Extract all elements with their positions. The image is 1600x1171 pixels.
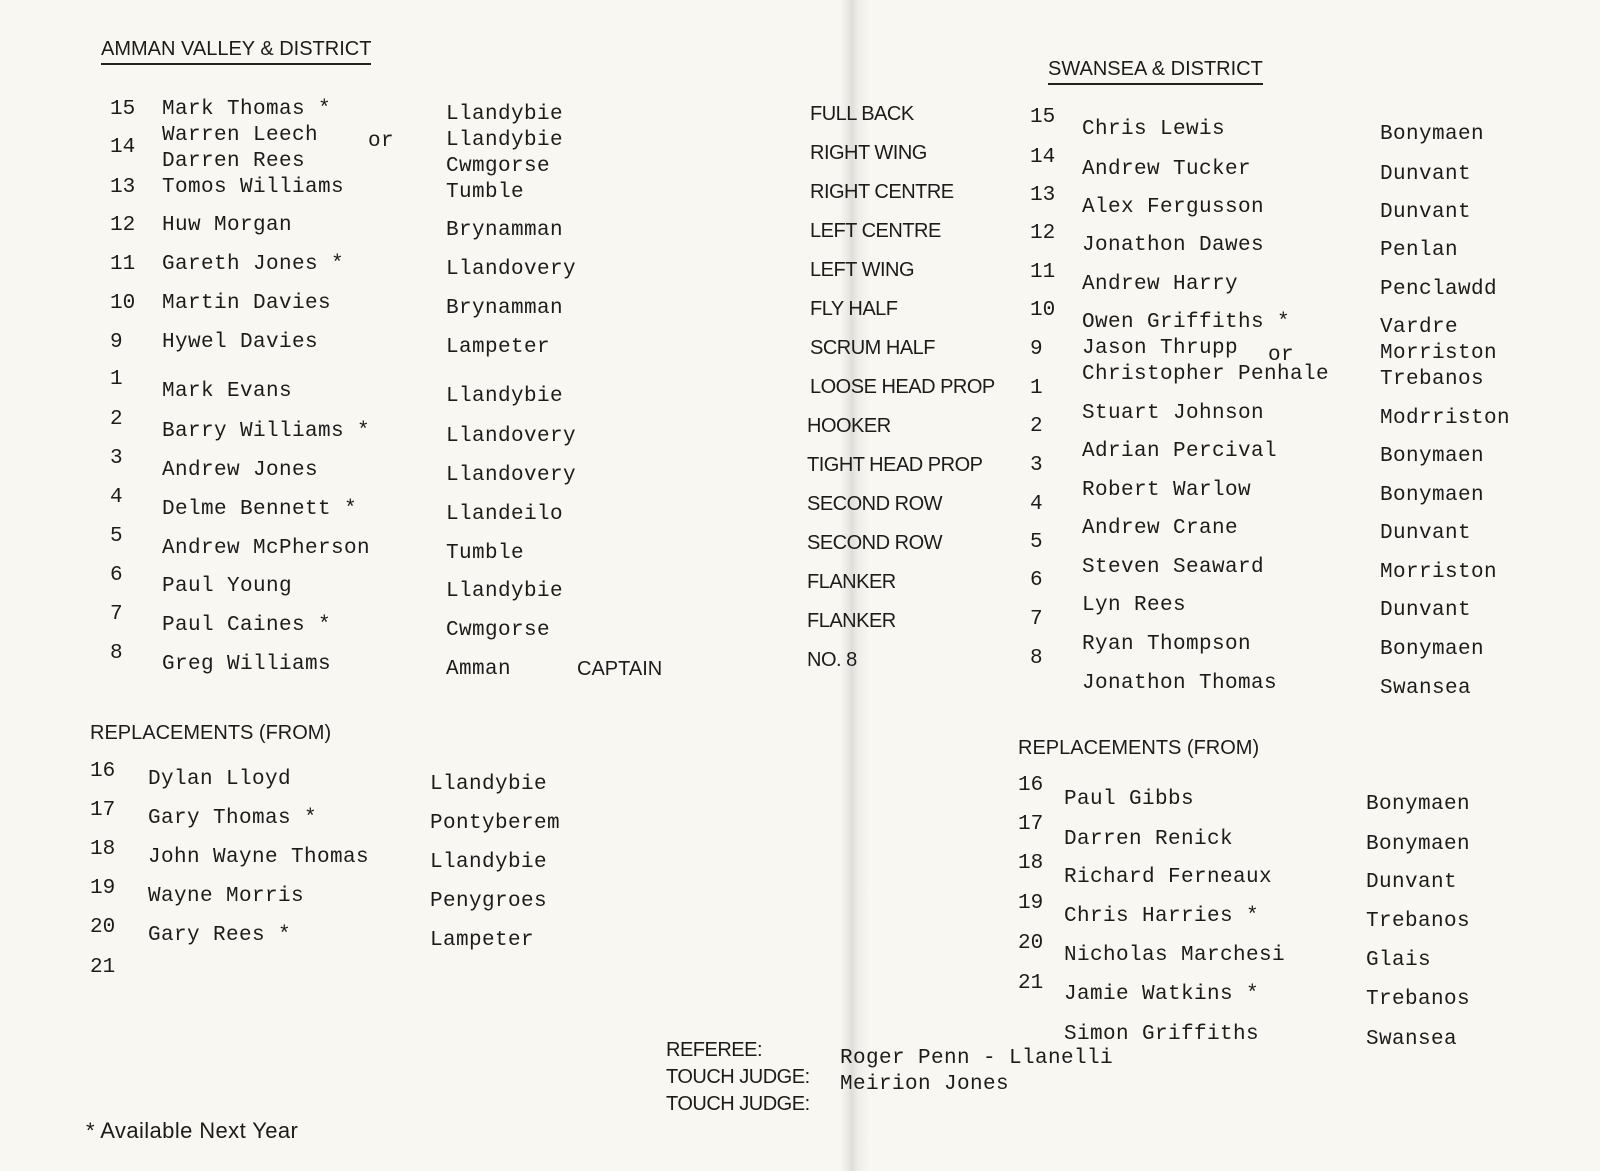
replacement-club: Bonymaen xyxy=(1366,833,1471,856)
replacement-club: Glais xyxy=(1366,949,1432,972)
player-number: 4 xyxy=(1030,493,1043,516)
player-number: 8 xyxy=(1030,647,1043,670)
player-name: Paul Caines * xyxy=(162,614,332,637)
replacement-number: 18 xyxy=(90,838,116,861)
player-number: 2 xyxy=(1030,415,1043,438)
player-number: 7 xyxy=(110,603,123,626)
position-label: RIGHT WING xyxy=(810,142,927,164)
player-club: Brynamman xyxy=(446,297,564,320)
player-number: 4 xyxy=(110,486,123,509)
player-club: Bonymaen xyxy=(1380,484,1485,507)
replacement-number: 21 xyxy=(90,956,116,979)
player-club: Llandeilo xyxy=(446,503,564,526)
player-name: Hywel Davies xyxy=(162,331,319,354)
player-club: Brynamman xyxy=(446,219,564,242)
player-club: Tumble xyxy=(446,542,525,565)
replacement-club: Llandybie xyxy=(430,851,548,874)
player-number: 13 xyxy=(110,176,136,199)
player-number: 11 xyxy=(110,253,136,276)
replacement-club: Trebanos xyxy=(1366,988,1471,1011)
player-number: 3 xyxy=(110,447,123,470)
replacement-number: 16 xyxy=(90,760,116,783)
player-name: Chris Lewis xyxy=(1082,118,1226,141)
amman-replacements-title: REPLACEMENTS (FROM) xyxy=(90,722,332,744)
amman-or-label: or xyxy=(368,130,395,153)
player-club: Bonymaen xyxy=(1380,123,1485,146)
replacement-club: Swansea xyxy=(1366,1028,1458,1051)
player-club: Vardre xyxy=(1380,316,1459,339)
player-name: Robert Warlow xyxy=(1082,479,1252,502)
player-number: 7 xyxy=(1030,608,1043,631)
player-club: Trebanos xyxy=(1380,368,1485,391)
replacement-number: 18 xyxy=(1018,852,1044,875)
amman-captain-label: CAPTAIN xyxy=(577,658,663,680)
player-number: 11 xyxy=(1030,261,1056,284)
player-club: Amman xyxy=(446,658,512,681)
replacement-number: 19 xyxy=(1018,892,1044,915)
player-club: Morriston xyxy=(1380,342,1498,365)
replacement-club: Penygroes xyxy=(430,890,548,913)
player-club: Llandovery xyxy=(446,425,577,448)
player-name: Jonathon Dawes xyxy=(1082,234,1265,257)
referee-label: REFEREE: xyxy=(666,1039,763,1061)
referee-name: Roger Penn - Llanelli xyxy=(840,1047,1114,1070)
player-name: Jonathon Thomas xyxy=(1082,672,1278,695)
player-name: Paul Young xyxy=(162,575,293,598)
replacement-number: 17 xyxy=(90,799,116,822)
player-number: 9 xyxy=(110,331,123,354)
player-club: Llandybie xyxy=(446,103,564,126)
footnote: * Available Next Year xyxy=(86,1118,299,1143)
player-name: Andrew Tucker xyxy=(1082,158,1252,181)
swansea-or-label: or xyxy=(1268,344,1295,367)
player-name: Jason Thrupp xyxy=(1082,337,1239,360)
player-name: Stuart Johnson xyxy=(1082,402,1265,425)
swansea-team-title: SWANSEA & DISTRICT xyxy=(1048,58,1263,85)
player-club: Lampeter xyxy=(446,336,551,359)
player-number: 13 xyxy=(1030,184,1056,207)
player-club: Penclawdd xyxy=(1380,278,1498,301)
player-number: 5 xyxy=(110,525,123,548)
replacement-name: Wayne Morris xyxy=(148,885,305,908)
player-number: 12 xyxy=(1030,222,1056,245)
player-number: 1 xyxy=(1030,377,1043,400)
player-number: 2 xyxy=(110,408,123,431)
player-name: Mark Thomas * xyxy=(162,98,332,121)
replacement-name: Richard Ferneaux xyxy=(1064,866,1273,889)
amman-team-title: AMMAN VALLEY & DISTRICT xyxy=(101,38,371,65)
player-number: 9 xyxy=(1030,338,1043,361)
position-label: LEFT WING xyxy=(810,259,915,281)
replacement-number: 20 xyxy=(1018,932,1044,955)
player-club: Cwmgorse xyxy=(446,619,551,642)
replacement-name: Simon Griffiths xyxy=(1064,1023,1260,1046)
replacement-name: John Wayne Thomas xyxy=(148,846,370,869)
player-number: 6 xyxy=(110,564,123,587)
player-club: Dunvant xyxy=(1380,201,1472,224)
player-club: Bonymaen xyxy=(1380,445,1485,468)
player-number: 14 xyxy=(110,136,136,159)
player-name: Andrew Jones xyxy=(162,459,319,482)
replacement-number: 20 xyxy=(90,916,116,939)
position-label: SECOND ROW xyxy=(807,532,942,554)
player-club: Llandybie xyxy=(446,385,564,408)
touch-judge-1-name: Meirion Jones xyxy=(840,1073,1010,1096)
position-label: TIGHT HEAD PROP xyxy=(807,454,983,476)
player-club: Llandybie xyxy=(446,129,564,152)
replacement-club: Bonymaen xyxy=(1366,793,1471,816)
position-label: HOOKER xyxy=(807,415,891,437)
player-club: Swansea xyxy=(1380,677,1472,700)
replacement-name: Gary Thomas * xyxy=(148,807,318,830)
player-name: Andrew Harry xyxy=(1082,273,1239,296)
player-club: Bonymaen xyxy=(1380,638,1485,661)
player-name: Delme Bennett * xyxy=(162,498,358,521)
player-name: Steven Seaward xyxy=(1082,556,1265,579)
player-club: Penlan xyxy=(1380,239,1459,262)
player-number: 15 xyxy=(1030,106,1056,129)
touch-judge-1-label: TOUCH JUDGE: xyxy=(666,1066,810,1088)
player-number: 14 xyxy=(1030,146,1056,169)
player-name: Gareth Jones * xyxy=(162,253,345,276)
player-number: 10 xyxy=(110,292,136,315)
position-label: LOOSE HEAD PROP xyxy=(810,376,995,398)
player-name: Huw Morgan xyxy=(162,214,293,237)
position-label: SCRUM HALF xyxy=(810,337,936,359)
player-club: Morriston xyxy=(1380,561,1498,584)
position-label: FULL BACK xyxy=(810,103,914,125)
player-name: Alex Fergusson xyxy=(1082,196,1265,219)
player-name: Barry Williams * xyxy=(162,420,371,443)
player-number: 15 xyxy=(110,98,136,121)
replacement-number: 21 xyxy=(1018,972,1044,995)
replacement-number: 19 xyxy=(90,877,116,900)
player-club: Llandybie xyxy=(446,580,564,603)
player-name: Martin Davies xyxy=(162,292,332,315)
replacement-name: Chris Harries * xyxy=(1064,905,1260,928)
replacement-name: Gary Rees * xyxy=(148,924,292,947)
replacement-club: Llandybie xyxy=(430,773,548,796)
player-name: Greg Williams xyxy=(162,653,332,676)
player-number: 1 xyxy=(110,368,123,391)
swansea-replacements-title: REPLACEMENTS (FROM) xyxy=(1018,737,1260,759)
player-name: Andrew McPherson xyxy=(162,537,371,560)
player-club: Dunvant xyxy=(1380,522,1472,545)
player-number: 6 xyxy=(1030,569,1043,592)
replacement-club: Pontyberem xyxy=(430,812,561,835)
replacement-club: Trebanos xyxy=(1366,910,1471,933)
player-club: Llandovery xyxy=(446,258,577,281)
player-number: 5 xyxy=(1030,531,1043,554)
player-club: Dunvant xyxy=(1380,599,1472,622)
replacement-club: Lampeter xyxy=(430,929,535,952)
replacement-number: 17 xyxy=(1018,813,1044,836)
player-name: Mark Evans xyxy=(162,380,293,403)
replacement-name: Darren Renick xyxy=(1064,828,1234,851)
player-number: 8 xyxy=(110,642,123,665)
replacement-club: Dunvant xyxy=(1366,871,1458,894)
touch-judge-2-label: TOUCH JUDGE: xyxy=(666,1093,810,1115)
replacement-name: Dylan Lloyd xyxy=(148,768,292,791)
player-name: Ryan Thompson xyxy=(1082,633,1252,656)
replacement-name: Paul Gibbs xyxy=(1064,788,1195,811)
replacement-name: Jamie Watkins * xyxy=(1064,983,1260,1006)
player-number: 10 xyxy=(1030,299,1056,322)
position-label: FLANKER xyxy=(807,610,896,632)
replacement-name: Nicholas Marchesi xyxy=(1064,944,1286,967)
position-label: SECOND ROW xyxy=(807,493,942,515)
player-name: Warren Leech xyxy=(162,124,319,147)
player-club: Dunvant xyxy=(1380,163,1472,186)
player-club: Tumble xyxy=(446,181,525,204)
player-club: Llandovery xyxy=(446,464,577,487)
player-club: Cwmgorse xyxy=(446,155,551,178)
player-number: 3 xyxy=(1030,454,1043,477)
player-number: 12 xyxy=(110,214,136,237)
player-name: Christopher Penhale xyxy=(1082,363,1330,386)
replacement-number: 16 xyxy=(1018,774,1044,797)
player-name: Adrian Percival xyxy=(1082,440,1278,463)
position-label: FLY HALF xyxy=(810,298,898,320)
player-name: Tomos Williams xyxy=(162,176,345,199)
player-name: Lyn Rees xyxy=(1082,594,1187,617)
position-label: FLANKER xyxy=(807,571,896,593)
player-name: Owen Griffiths * xyxy=(1082,311,1291,334)
player-name: Andrew Crane xyxy=(1082,517,1239,540)
player-name: Darren Rees xyxy=(162,150,306,173)
player-club: Modrriston xyxy=(1380,407,1511,430)
position-label: NO. 8 xyxy=(807,649,857,671)
position-label: LEFT CENTRE xyxy=(810,220,941,242)
position-label: RIGHT CENTRE xyxy=(810,181,954,203)
